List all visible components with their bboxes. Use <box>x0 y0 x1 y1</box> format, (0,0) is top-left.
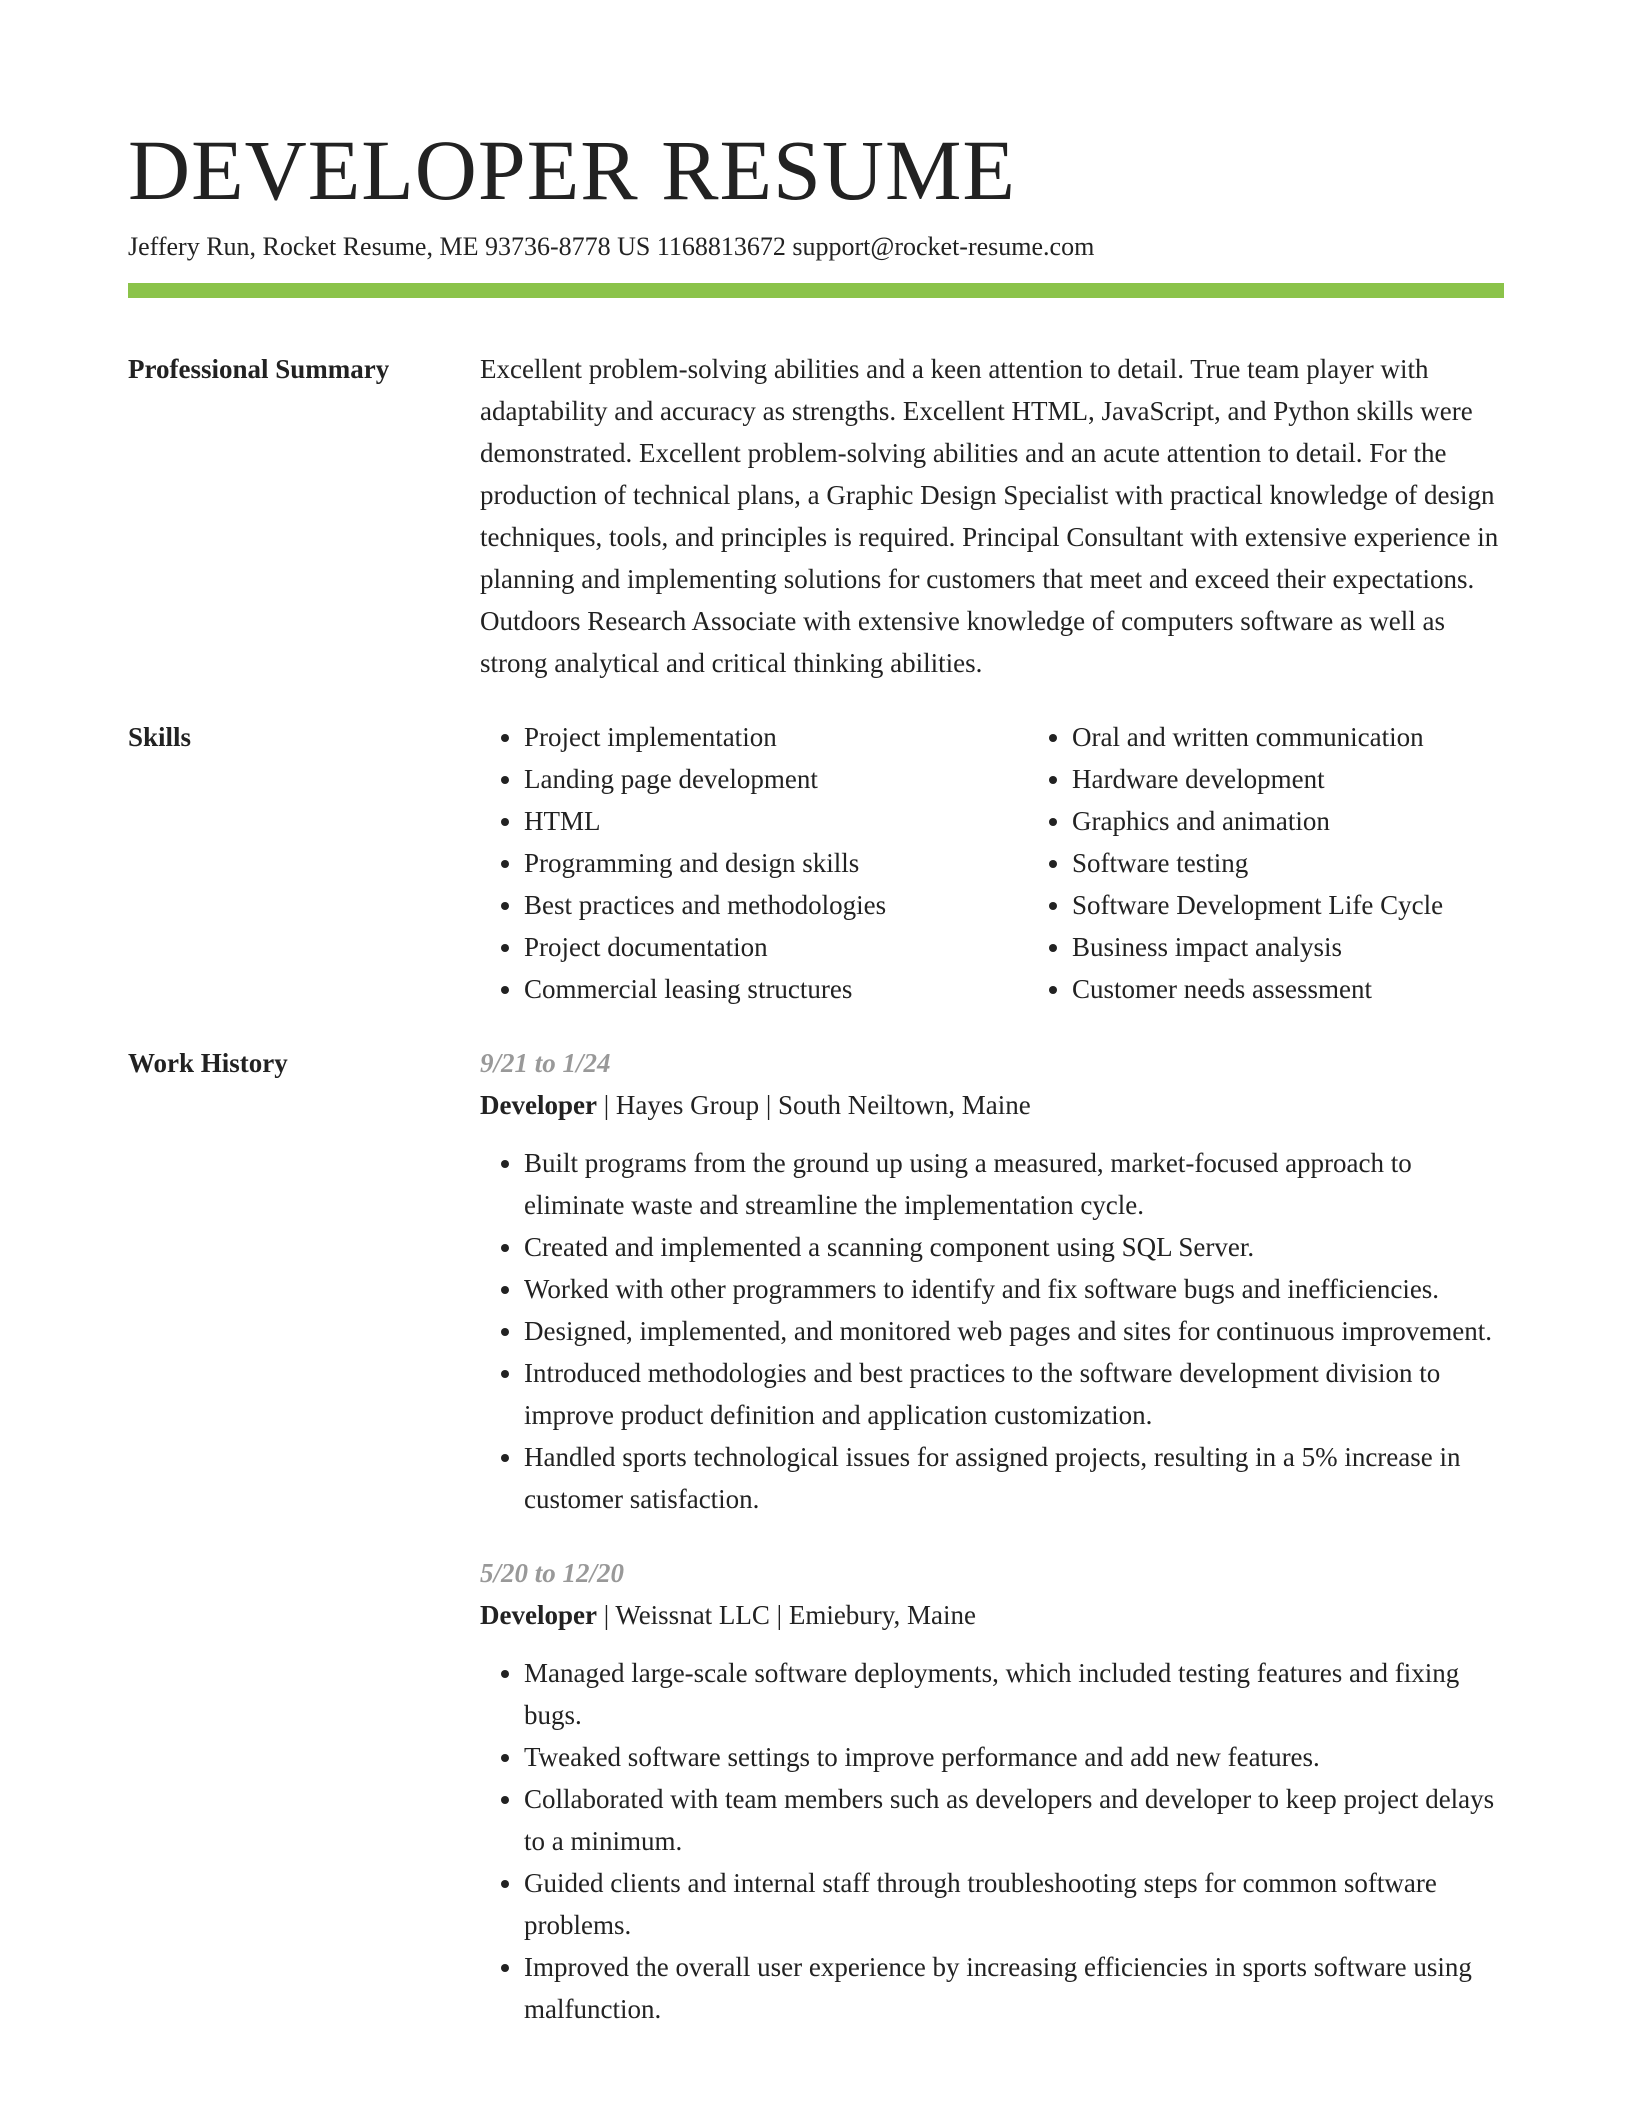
job-heading <box>480 1594 1504 1636</box>
job-title: Developer <box>480 1600 597 1630</box>
skill-item: • Software Development Life Cycle <box>1072 884 1576 926</box>
job-dates: 5/20 to 12/20 <box>480 1558 625 1588</box>
skill-item: • Programming and design skills <box>524 842 1028 884</box>
job-bullet: • Handled sports technological issues for assigned projects, resulting in a 5% increase in customer satisfaction. <box>524 1436 1504 1520</box>
resume-page <box>128 122 1504 2030</box>
job-dates: 9/21 to 1/24 <box>480 1048 611 1078</box>
header-divider <box>128 283 1504 298</box>
skill-item: • HTML <box>524 800 1028 842</box>
job-details: | Hayes Group | South Neiltown, Maine <box>596 1090 1031 1120</box>
job-bullet: • Created and implemented a scanning component using SQL Server. <box>524 1226 1504 1268</box>
skill-item: • Project documentation <box>524 926 1028 968</box>
skills-list-left <box>480 716 1028 1010</box>
skill-item: • Hardware development <box>1072 758 1576 800</box>
job-bullet: • Guided clients and internal staff through troubleshooting steps for common software problems. <box>524 1862 1504 1946</box>
skills-columns <box>480 716 1576 1010</box>
skill-item: • Business impact analysis <box>1072 926 1576 968</box>
professional-summary-section <box>128 348 1504 684</box>
job-entry <box>480 1042 1504 1520</box>
job-entry <box>480 1552 1504 2030</box>
work-history-body <box>480 1042 1504 2030</box>
resume-title: DEVELOPER RESUME <box>128 122 1016 218</box>
skill-item: • Best practices and methodologies <box>524 884 1028 926</box>
skill-item: • Commercial leasing structures <box>524 968 1028 1010</box>
skill-item: • Software testing <box>1072 842 1576 884</box>
job-bullet: • Collaborated with team members such as developers and developer to keep project delays to a minimum. <box>524 1778 1504 1862</box>
summary-text: Excellent problem-solving abilities and a keen attention to detail. True team player with adaptability and accuracy as strengths. Excellent HTML, JavaScript, and Python skills were demonstrated. Excellent problem-solving abilities and an acute attention to detail. For the production of technical plans, a Graphic Design Specialist with practical knowledge of design techniques, tools, and principles is required. Principal Consultant with extensive experience in planning and implementing solutions for customers that meet and exceed their expectations. Outdoors Research Associate with extensive knowledge of computers software as well as strong analytical and critical thinking abilities. <box>480 354 1499 678</box>
work-history-section <box>128 1042 1504 2030</box>
job-bullet: • Built programs from the ground up using a measured, market-focused approach to eliminate waste and streamline the implementation cycle. <box>524 1142 1504 1226</box>
skills-list-right <box>1028 716 1576 1010</box>
skill-item: • Landing page development <box>524 758 1028 800</box>
job-bullets <box>480 1142 1504 1520</box>
job-bullet: • Managed large-scale software deployments, which included testing features and fixing bugs. <box>524 1652 1504 1736</box>
skill-item: • Oral and written communication <box>1072 716 1576 758</box>
skills-section <box>128 716 1504 1010</box>
skill-item: • Project implementation <box>524 716 1028 758</box>
section-label-work: Work History <box>128 1048 288 1078</box>
job-bullet: • Worked with other programmers to identify and fix software bugs and inefficiencies. <box>524 1268 1504 1310</box>
section-label-skills: Skills <box>128 722 192 752</box>
skill-item: • Graphics and animation <box>1072 800 1576 842</box>
job-heading <box>480 1084 1504 1126</box>
section-label-summary: Professional Summary <box>128 354 390 384</box>
skill-item: • Customer needs assessment <box>1072 968 1576 1010</box>
job-bullet: • Improved the overall user experience by increasing efficiencies in sports software using malfunction. <box>524 1946 1504 2030</box>
job-details: | Weissnat LLC | Emiebury, Maine <box>596 1600 977 1630</box>
job-bullets <box>480 1652 1504 2030</box>
job-bullet: • Introduced methodologies and best practices to the software development division to improve product definition and application customization. <box>524 1352 1504 1436</box>
job-title: Developer <box>480 1090 597 1120</box>
job-bullet: • Tweaked software settings to improve performance and add new features. <box>524 1736 1504 1778</box>
contact-line: Jeffery Run, Rocket Resume, ME 93736-8778 US 1168813672 support@rocket-resume.com <box>128 232 1095 261</box>
job-bullet: • Designed, implemented, and monitored web pages and sites for continuous improvement. <box>524 1310 1504 1352</box>
